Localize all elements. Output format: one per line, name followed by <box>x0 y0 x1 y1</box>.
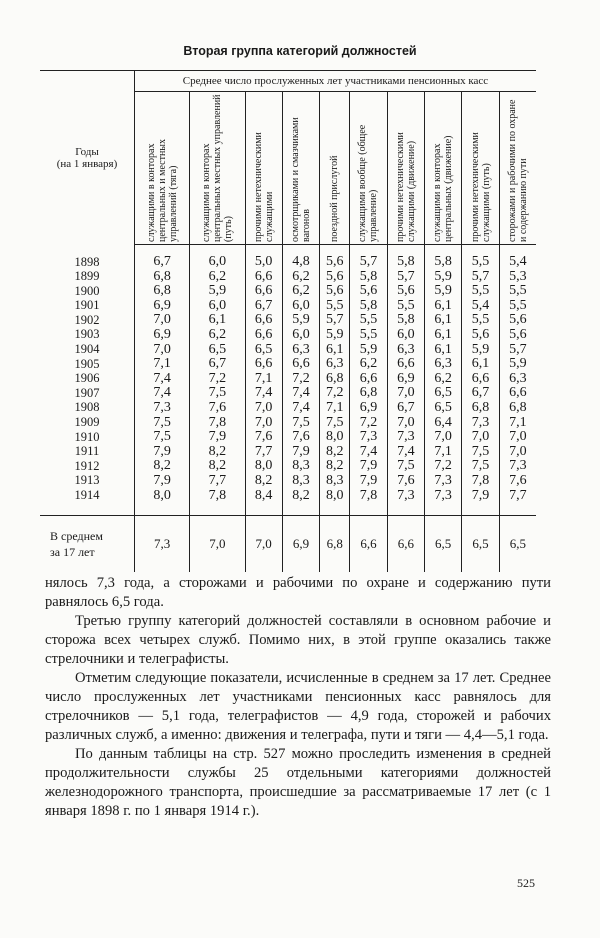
value-cell: 7,5 <box>471 458 490 474</box>
value-cell: 6,0 <box>397 326 415 342</box>
value-cell: 6,6 <box>471 370 490 386</box>
value-cell: 6,7 <box>208 356 227 372</box>
column-header-label: сторожами и рабочими по охране и содержанию пути <box>506 99 529 242</box>
value-cell: 7,9 <box>153 472 171 488</box>
value-cell: 6,2 <box>292 268 310 284</box>
value-cell: 5,7 <box>397 268 415 284</box>
column-header-label: служащими в конторах центральных (движение) <box>432 135 455 242</box>
value-cell: 6,0 <box>292 297 310 313</box>
value-cell: 7,0 <box>471 429 490 445</box>
value-cell: 5,8 <box>397 254 415 269</box>
value-cell: 8,2 <box>208 443 227 459</box>
average-label-line2: за 17 лет <box>50 545 95 560</box>
years-header <box>40 71 135 245</box>
value-column <box>462 245 499 516</box>
value-column <box>425 245 462 516</box>
value-cell: 6,1 <box>434 297 452 313</box>
average-cell: 7,0 <box>190 516 245 573</box>
value-cell: 6,3 <box>397 341 415 357</box>
value-cell: 6,6 <box>254 283 273 299</box>
value-cell: 8,2 <box>326 458 344 474</box>
value-cell: 6,0 <box>292 326 310 342</box>
value-cell: 7,0 <box>509 443 527 459</box>
value-cell: 5,9 <box>359 341 378 357</box>
value-cell: 6,1 <box>434 341 452 357</box>
value-cell: 7,7 <box>208 472 227 488</box>
value-column <box>190 245 245 516</box>
value-column <box>282 245 319 516</box>
column-header-label: прочими нетехническими служащими (движение) <box>394 132 417 242</box>
year-cell: 1903 <box>74 327 100 342</box>
value-cell: 6,7 <box>397 399 415 415</box>
value-cell: 7,8 <box>208 487 227 503</box>
value-cell: 5,8 <box>359 297 378 313</box>
value-cell: 8,3 <box>326 472 344 488</box>
value-cell: 6,8 <box>471 399 490 415</box>
value-cell: 7,6 <box>254 429 273 445</box>
average-cell: 6,5 <box>462 516 499 573</box>
value-cell: 7,9 <box>359 458 378 474</box>
value-cell: 5,6 <box>326 268 344 284</box>
value-cell: 6,6 <box>254 356 273 372</box>
value-cell: 7,2 <box>292 370 310 386</box>
value-cell: 7,9 <box>471 487 490 503</box>
value-cell: 8,0 <box>153 487 171 503</box>
value-cell: 6,1 <box>326 341 344 357</box>
value-cell: 7,1 <box>326 399 344 415</box>
value-cell: 7,3 <box>434 487 452 503</box>
years-header-label: Годы <box>75 145 99 158</box>
column-header <box>499 92 536 245</box>
paragraph: По данным таблицы на стр. 527 можно проследить изменения в средней продолжительности службы 25 отдельными категориями должностей железнодорожного транспорта, происшедшие за рассматриваемые 17 лет (с 1 января 1898 г. по 1 января 1914 г.). <box>45 746 551 819</box>
value-cell: 7,6 <box>397 472 415 488</box>
value-cell: 7,3 <box>397 429 415 445</box>
value-cell: 6,8 <box>326 370 344 386</box>
value-cell: 6,2 <box>208 326 227 342</box>
average-cell: 6,8 <box>320 516 350 573</box>
value-cell: 7,3 <box>153 399 171 415</box>
value-cell: 5,9 <box>326 326 344 342</box>
value-cell: 8,2 <box>153 458 171 474</box>
value-cell: 6,3 <box>326 356 344 372</box>
value-cell: 8,0 <box>326 487 344 503</box>
value-cell: 6,8 <box>153 268 171 284</box>
service-years-table <box>40 70 536 572</box>
year-cell: 1913 <box>74 473 100 488</box>
value-cell: 7,5 <box>153 414 171 430</box>
year-cell: 1901 <box>74 298 100 313</box>
value-cell: 5,5 <box>471 283 490 299</box>
value-cell: 6,1 <box>434 312 452 328</box>
column-header <box>462 92 499 245</box>
value-cell: 5,9 <box>208 283 227 299</box>
value-cell: 6,7 <box>471 385 490 401</box>
average-label-line1: В среднем <box>50 529 103 544</box>
column-header-label: служащими в конторах центральных и местных управлений (тяга) <box>145 138 179 242</box>
value-column <box>135 245 190 516</box>
value-cell: 5,7 <box>509 341 527 357</box>
value-cell: 8,2 <box>208 458 227 474</box>
value-column <box>350 245 387 516</box>
value-cell: 8,3 <box>292 472 310 488</box>
value-cell: 7,0 <box>254 399 273 415</box>
value-cell: 6,6 <box>292 356 310 372</box>
value-cell: 5,7 <box>471 268 490 284</box>
value-cell: 5,5 <box>359 326 378 342</box>
column-header-label: осмотрщиками и смазчиками вагонов <box>290 117 313 242</box>
value-cell: 6,0 <box>208 254 227 269</box>
value-cell: 7,7 <box>509 487 527 503</box>
average-cell: 6,6 <box>387 516 424 573</box>
average-cell: 6,9 <box>282 516 319 573</box>
average-cell: 6,5 <box>499 516 536 573</box>
value-cell: 5,6 <box>471 326 490 342</box>
value-cell: 6,6 <box>397 356 415 372</box>
value-cell: 5,9 <box>434 283 452 299</box>
value-cell: 6,0 <box>208 297 227 313</box>
value-cell: 7,0 <box>153 341 171 357</box>
value-cell: 5,5 <box>509 297 527 313</box>
value-cell: 6,6 <box>254 268 273 284</box>
paragraph: нялось 7,3 года, а сторожами и рабочими по охране и содержанию пути равнялось 6,5 года. <box>45 575 551 610</box>
value-cell: 6,1 <box>208 312 227 328</box>
column-header-label: служащими вообще (общее управление) <box>357 124 380 242</box>
value-column <box>320 245 350 516</box>
value-cell: 8,2 <box>292 487 310 503</box>
value-cell: 7,2 <box>434 458 452 474</box>
value-cell: 6,8 <box>509 399 527 415</box>
value-cell: 6,9 <box>153 297 171 313</box>
value-cell: 8,2 <box>326 443 344 459</box>
value-cell: 6,9 <box>359 399 378 415</box>
value-cell: 5,6 <box>509 312 527 328</box>
year-cell: 1899 <box>74 269 100 284</box>
value-cell: 7,4 <box>359 443 378 459</box>
column-header-label: поездной прислугой <box>329 155 341 242</box>
value-cell: 6,3 <box>509 370 527 386</box>
value-cell: 6,3 <box>292 341 310 357</box>
year-cell: 1898 <box>74 254 100 269</box>
value-cell: 7,4 <box>292 385 310 401</box>
years-column <box>40 245 135 516</box>
value-cell: 7,2 <box>359 414 378 430</box>
value-cell: 7,4 <box>153 370 171 386</box>
column-header <box>282 92 319 245</box>
value-cell: 6,2 <box>434 370 452 386</box>
year-cell: 1906 <box>74 371 100 386</box>
value-cell: 8,2 <box>254 472 273 488</box>
value-cell: 6,8 <box>153 283 171 299</box>
value-cell: 6,5 <box>254 341 273 357</box>
value-cell: 7,2 <box>326 385 344 401</box>
column-header-label: служащими в конторах центральных местных управлений (путь) <box>200 94 234 242</box>
value-cell: 6,7 <box>254 297 273 313</box>
value-cell: 7,3 <box>359 429 378 445</box>
value-cell: 8,4 <box>254 487 273 503</box>
value-cell: 5,7 <box>359 254 378 269</box>
value-cell: 7,9 <box>153 443 171 459</box>
value-cell: 7,5 <box>471 443 490 459</box>
value-cell: 5,5 <box>397 297 415 313</box>
value-cell: 7,9 <box>292 443 310 459</box>
value-cell: 5,9 <box>509 356 527 372</box>
value-cell: 7,4 <box>397 443 415 459</box>
value-cell: 7,0 <box>153 312 171 328</box>
year-cell: 1900 <box>74 283 100 298</box>
average-cell: 7,0 <box>245 516 282 573</box>
value-cell: 6,8 <box>359 385 378 401</box>
value-cell: 6,2 <box>208 268 227 284</box>
value-cell: 7,2 <box>208 370 227 386</box>
value-cell: 5,9 <box>292 312 310 328</box>
value-cell: 6,9 <box>397 370 415 386</box>
value-cell: 6,5 <box>208 341 227 357</box>
value-cell: 6,6 <box>254 312 273 328</box>
value-cell: 5,6 <box>326 254 344 269</box>
value-cell: 7,0 <box>397 385 415 401</box>
value-column <box>245 245 282 516</box>
value-cell: 5,0 <box>254 254 273 269</box>
value-cell: 5,8 <box>359 268 378 284</box>
value-cell: 6,6 <box>254 326 273 342</box>
value-cell: 7,1 <box>153 356 171 372</box>
value-cell: 7,8 <box>208 414 227 430</box>
value-cell: 7,6 <box>292 429 310 445</box>
value-cell: 6,7 <box>153 254 171 269</box>
group-header: Среднее число прослуженных лет участниками пенсионных касс <box>135 71 537 92</box>
value-cell: 7,1 <box>254 370 273 386</box>
value-cell: 8,0 <box>254 458 273 474</box>
value-cell: 6,5 <box>434 399 452 415</box>
value-cell: 7,3 <box>434 472 452 488</box>
value-cell: 6,6 <box>509 385 527 401</box>
value-cell: 5,7 <box>326 312 344 328</box>
value-cell: 5,9 <box>471 341 490 357</box>
column-header <box>135 92 190 245</box>
value-cell: 7,4 <box>292 399 310 415</box>
table-title: Вторая группа категорий должностей <box>183 44 417 58</box>
body-text <box>45 574 551 821</box>
value-cell: 7,8 <box>471 472 490 488</box>
value-cell: 6,6 <box>359 370 378 386</box>
value-cell: 7,5 <box>397 458 415 474</box>
column-header <box>425 92 462 245</box>
value-cell: 5,5 <box>471 312 490 328</box>
value-cell: 7,5 <box>208 385 227 401</box>
value-cell: 7,6 <box>509 472 527 488</box>
value-cell: 5,9 <box>434 268 452 284</box>
value-cell: 7,3 <box>471 414 490 430</box>
value-cell: 7,0 <box>254 414 273 430</box>
value-cell: 7,1 <box>434 443 452 459</box>
value-cell: 5,5 <box>359 312 378 328</box>
value-column <box>499 245 536 516</box>
column-header-label: прочими нетехническими служащими (путь) <box>469 132 492 242</box>
column-header <box>350 92 387 245</box>
value-cell: 7,5 <box>326 414 344 430</box>
year-cell: 1909 <box>74 415 100 430</box>
year-cell: 1914 <box>74 488 100 502</box>
value-cell: 7,3 <box>509 458 527 474</box>
value-cell: 7,9 <box>359 472 378 488</box>
average-cell: 6,6 <box>350 516 387 573</box>
column-header <box>190 92 245 245</box>
year-cell: 1912 <box>74 458 100 473</box>
value-cell: 6,1 <box>471 356 490 372</box>
value-cell: 7,0 <box>397 414 415 430</box>
column-header <box>320 92 350 245</box>
value-cell: 7,5 <box>153 429 171 445</box>
value-cell: 4,8 <box>292 254 310 269</box>
value-cell: 5,6 <box>509 326 527 342</box>
value-cell: 5,8 <box>434 254 452 269</box>
page-number: 525 <box>517 876 535 890</box>
years-header-sub: (на 1 января) <box>56 157 118 170</box>
value-cell: 6,2 <box>292 283 310 299</box>
value-cell: 7,1 <box>509 414 527 430</box>
value-cell: 8,0 <box>326 429 344 445</box>
column-header <box>387 92 424 245</box>
value-cell: 6,9 <box>153 326 171 342</box>
value-cell: 6,3 <box>434 356 452 372</box>
value-cell: 7,0 <box>509 429 527 445</box>
value-cell: 8,3 <box>292 458 310 474</box>
value-cell: 5,6 <box>397 283 415 299</box>
value-column <box>387 245 424 516</box>
paragraph: Третью группу категорий должностей составляли в основном рабочие и сторожа всех четырех служб. Помимо них, в этой группе оказались также стрелочники и телеграфисты. <box>45 613 551 667</box>
value-cell: 5,6 <box>359 283 378 299</box>
paragraph: Отметим следующие показатели, исчисленные в среднем за 17 лет. Среднее число прослуженных лет участниками пенсионных касс равнялось для стрелочников — 5,1 года, телеграфистов — 4,9 года, сторожей и рабочих различных служб, а именно: движения и телеграфа, пути и тяги — 4,4—5,1 года. <box>45 670 551 743</box>
column-header <box>245 92 282 245</box>
value-cell: 6,2 <box>359 356 378 372</box>
value-cell: 7,3 <box>397 487 415 503</box>
value-cell: 7,7 <box>254 443 273 459</box>
year-cell: 1902 <box>74 312 100 327</box>
value-cell: 6,5 <box>434 385 452 401</box>
value-cell: 5,5 <box>326 297 344 313</box>
value-cell: 6,4 <box>434 414 452 430</box>
value-cell: 6,1 <box>434 326 452 342</box>
value-cell: 7,5 <box>292 414 310 430</box>
year-cell: 1907 <box>74 385 100 400</box>
year-cell: 1904 <box>74 342 100 357</box>
value-cell: 7,4 <box>254 385 273 401</box>
value-cell: 5,8 <box>397 312 415 328</box>
value-cell: 5,6 <box>326 283 344 299</box>
average-cell: 7,3 <box>135 516 190 573</box>
value-cell: 7,4 <box>153 385 171 401</box>
year-cell: 1908 <box>74 400 100 415</box>
value-cell: 7,6 <box>208 399 227 415</box>
value-cell: 7,0 <box>434 429 452 445</box>
value-cell: 7,9 <box>208 429 227 445</box>
year-cell: 1910 <box>74 429 100 444</box>
column-header-label: прочими нетехническими служащими <box>252 132 275 242</box>
value-cell: 5,5 <box>471 254 490 269</box>
value-cell: 5,4 <box>471 297 490 313</box>
value-cell: 5,4 <box>509 254 527 269</box>
value-cell: 5,5 <box>509 283 527 299</box>
average-cell: 6,5 <box>425 516 462 573</box>
value-cell: 7,8 <box>359 487 378 503</box>
year-cell: 1905 <box>74 356 100 371</box>
value-cell: 5,3 <box>509 268 527 284</box>
year-cell: 1911 <box>74 444 100 459</box>
average-label <box>40 516 135 573</box>
